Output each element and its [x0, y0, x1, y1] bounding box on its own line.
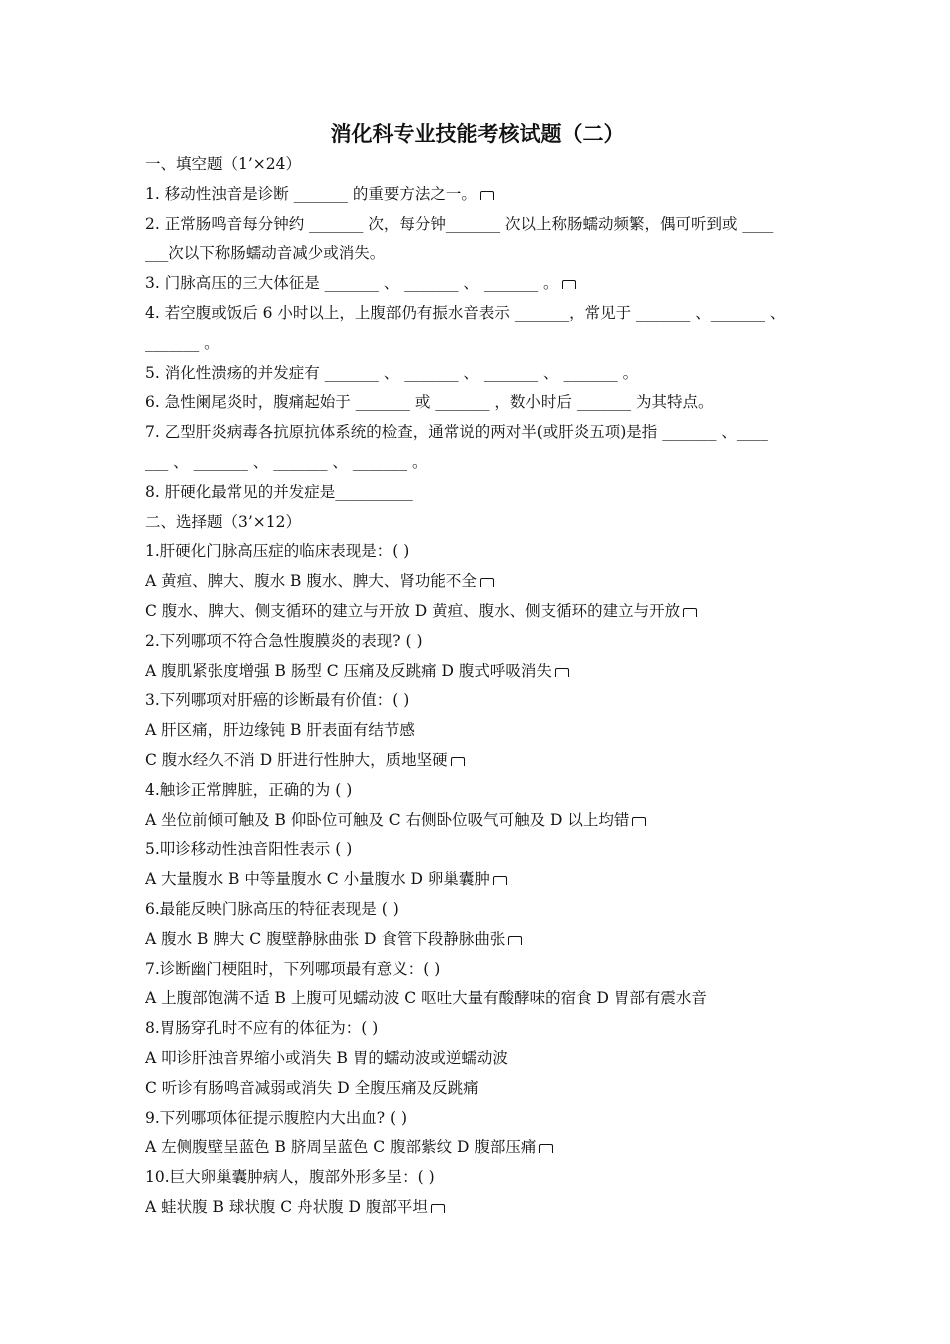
line-text: 二、选择题（3’×12）	[145, 512, 301, 531]
line-text: C 腹水经久不消 D 肝进行性肿大，质地坚硬	[145, 750, 448, 769]
line-text: 3. 门脉高压的三大体征是 _______ 、 _______ 、 _______ 。	[145, 274, 559, 293]
text-line	[145, 657, 810, 687]
text-line	[145, 180, 810, 210]
text-line	[145, 1163, 810, 1193]
text-line	[145, 984, 810, 1014]
paragraph-mark-icon	[480, 578, 494, 587]
text-line	[145, 537, 810, 567]
text-line	[145, 239, 810, 269]
line-text: 4. 若空腹或饭后 6 小时以上，上腹部仍有振水音表示 _______，常见于 _______ 、_______ 、	[145, 303, 786, 322]
line-text: 5.叩诊移动性浊音阳性表示 ( )	[145, 840, 353, 859]
text-line	[145, 1104, 810, 1134]
line-text: 6.最能反映门脉高压的特征表现是 ( )	[145, 899, 399, 918]
line-text: ___次以下称肠蠕动音减少或消失。	[145, 244, 386, 263]
line-text: 9.下列哪项体征提示腹腔内大出血? ( )	[145, 1108, 408, 1127]
text-line	[145, 388, 810, 418]
text-line	[145, 1074, 810, 1104]
text-line	[145, 299, 810, 329]
text-line	[145, 776, 810, 806]
line-text: A 腹水 B 脾大 C 腹壁静脉曲张 D 食管下段静脉曲张	[145, 929, 506, 948]
line-text: C 听诊有肠鸣音减弱或消失 D 全腹压痛及反跳痛	[145, 1078, 479, 1097]
paragraph-mark-icon	[508, 936, 522, 945]
text-line	[145, 150, 810, 180]
line-text: A 坐位前倾可触及 B 仰卧位可触及 C 右侧卧位吸气可触及 D 以上均错	[145, 810, 630, 829]
text-line	[145, 210, 810, 240]
line-text: 7. 乙型肝炎病毒各抗原抗体系统的检查，通常说的两对半(或肝炎五项)是指 _______ 、____	[145, 423, 768, 442]
text-line	[145, 508, 810, 538]
text-line	[145, 835, 810, 865]
line-text: 2.下列哪项不符合急性腹膜炎的表现? ( )	[145, 631, 423, 650]
line-text: 4.触诊正常脾脏，正确的为 ( )	[145, 780, 353, 799]
line-text: A 肝区痛，肝边缘钝 B 肝表面有结节感	[145, 721, 415, 740]
line-text: 1. 移动性浊音是诊断 _______ 的重要方法之一。	[145, 184, 477, 203]
line-text: 10.巨大卵巢囊肿病人，腹部外形多呈：( )	[145, 1168, 435, 1187]
line-text: A 上腹部饱满不适 B 上腹可见蠕动波 C 呕吐大量有酸酵味的宿食 D 胃部有震水音	[145, 989, 707, 1008]
line-text: A 腹肌紧张度增强 B 肠型 C 压痛及反跳痛 D 腹式呼吸消失	[145, 661, 552, 680]
line-text: 7.诊断幽门梗阻时，下列哪项最有意义：( )	[145, 959, 441, 978]
text-line	[145, 478, 810, 508]
text-line	[145, 359, 810, 389]
line-text: A 黄疸、脾大、腹水 B 腹水、脾大、肾功能不全	[145, 572, 477, 591]
line-text: A 左侧腹壁呈蓝色 B 脐周呈蓝色 C 腹部紫纹 D 腹部压痛	[145, 1138, 537, 1157]
paragraph-mark-icon	[493, 876, 507, 885]
document-title: 消化科专业技能考核试题（二）	[330, 122, 625, 146]
text-line	[145, 895, 810, 925]
text-line	[145, 955, 810, 985]
paragraph-mark-icon	[539, 1144, 553, 1153]
line-text: A 蛙状腹 B 球状腹 C 舟状腹 D 腹部平坦	[145, 1197, 428, 1216]
line-text: 6. 急性阑尾炎时，腹痛起始于 _______ 或 _______ ，数小时后 _______ 为其特点。	[145, 393, 714, 412]
text-line	[145, 269, 810, 299]
line-text: 5. 消化性溃疡的并发症有 _______ 、 _______ 、 _______ 、 _______ 。	[145, 363, 639, 382]
line-text: 1.肝硬化门脉高压症的临床表现是：( )	[145, 542, 410, 561]
document-page	[145, 118, 810, 1223]
text-line	[145, 806, 810, 836]
text-line	[145, 329, 810, 359]
paragraph-mark-icon	[562, 280, 576, 289]
text-line	[145, 1193, 810, 1223]
line-text: 3.下列哪项对肝癌的诊断最有价值：( )	[145, 691, 410, 710]
question-list	[145, 150, 810, 1223]
paragraph-mark-icon	[555, 668, 569, 677]
text-line	[145, 448, 810, 478]
text-line	[145, 627, 810, 657]
text-line	[145, 1044, 810, 1074]
text-line	[145, 746, 810, 776]
line-text: _______ 。	[145, 333, 220, 352]
line-text: 8. 肝硬化最常见的并发症是__________	[145, 482, 413, 501]
line-text: 2. 正常肠鸣音每分钟约 _______ 次，每分钟_______ 次以上称肠蠕动频繁，偶可听到或 ____	[145, 214, 774, 233]
line-text: C 腹水、脾大、侧支循环的建立与开放 D 黄疸、腹水、侧支循环的建立与开放	[145, 601, 681, 620]
line-text: A 叩诊肝浊音界缩小或消失 B 胃的蠕动波或逆蠕动波	[145, 1048, 508, 1067]
line-text: 一、填空题（1’×24）	[145, 155, 301, 173]
text-line	[145, 865, 810, 895]
paragraph-mark-icon	[431, 1204, 445, 1213]
text-line	[145, 418, 810, 448]
text-line	[145, 597, 810, 627]
text-line	[145, 686, 810, 716]
text-line	[145, 925, 810, 955]
line-text: 8.胃肠穿孔时不应有的体征为：( )	[145, 1019, 379, 1038]
text-line	[145, 567, 810, 597]
line-text: A 大量腹水 B 中等量腹水 C 小量腹水 D 卵巢囊肿	[145, 870, 490, 889]
paragraph-mark-icon	[480, 191, 494, 200]
text-line	[145, 716, 810, 746]
text-line	[145, 1014, 810, 1044]
paragraph-mark-icon	[451, 757, 465, 766]
paragraph-mark-icon	[683, 608, 697, 617]
text-line	[145, 1133, 810, 1163]
paragraph-mark-icon	[632, 817, 646, 826]
line-text: ___ 、 _______ 、 _______ 、 _______ 。	[145, 452, 428, 471]
